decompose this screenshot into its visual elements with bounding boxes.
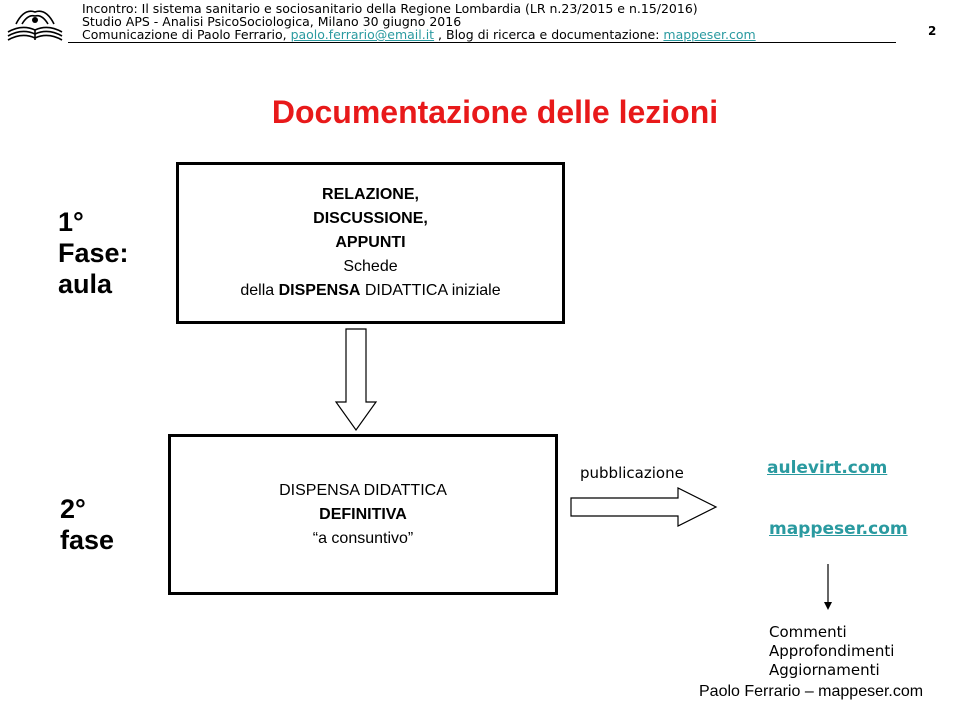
box1-line-2: DISCUSSIONE,	[313, 210, 428, 227]
phase-1-line-1: 1°	[58, 207, 84, 237]
header-line-1: Incontro: Il sistema sanitario e sociosanitario della Regione Lombardia (LR n.23/2015 e n.15/2016)	[82, 1, 698, 16]
email-link[interactable]: paolo.ferrario@email.it	[290, 27, 435, 42]
note-insights: Approfondimenti	[769, 642, 895, 660]
box1-line-4: Schede	[343, 258, 398, 275]
box2-line-1: DISPENSA DIDATTICA	[279, 481, 447, 499]
final-handout-box	[168, 434, 558, 595]
phase-1-line-2: Fase:	[58, 238, 129, 268]
phase-1-line-3: aula	[58, 269, 113, 299]
site-link-mappeser[interactable]: mappeser.com	[769, 519, 908, 539]
box2-line-3: “a consuntivo”	[312, 529, 414, 547]
box1-line-5-a: della	[240, 282, 279, 299]
note-updates: Aggiornamenti	[769, 661, 880, 679]
phase-2-label	[60, 494, 114, 556]
phase-2-line-1: 2°	[60, 494, 86, 524]
classroom-box	[176, 162, 565, 324]
box2-line-2: DEFINITIVA	[319, 505, 407, 523]
phase-1-label	[58, 207, 129, 300]
note-comments: Commenti	[769, 623, 847, 641]
header-line-3	[82, 28, 756, 41]
right-arrow-icon	[570, 487, 718, 529]
small-down-arrow-icon	[822, 564, 834, 612]
notes-list	[769, 623, 894, 680]
box1-line-5	[240, 279, 500, 303]
box1-line-5-b: DISPENSA	[278, 282, 361, 299]
header-line-2: Studio APS - Analisi PsicoSociologica, Milano 30 giugno 2016	[82, 14, 462, 29]
publication-label: pubblicazione	[580, 464, 684, 482]
box1-line-3: APPUNTI	[335, 234, 406, 251]
header-line-3-prefix: Comunicazione di Paolo Ferrario,	[82, 27, 291, 42]
logo-icon	[4, 2, 66, 42]
slide-title: Documentazione delle lezioni	[271, 94, 719, 130]
page-number: 2	[928, 24, 937, 38]
header-line-3-middle: , Blog di ricerca e documentazione:	[434, 27, 664, 42]
blog-link[interactable]: mappeser.com	[663, 27, 756, 42]
box1-line-5-c: DIDATTICA iniziale	[360, 282, 501, 299]
box1-line-1: RELAZIONE,	[322, 186, 419, 203]
phase-2-line-2: fase	[60, 525, 115, 555]
footer-credit: Paolo Ferrario – mappeser.com	[699, 683, 924, 700]
header-divider	[68, 42, 896, 43]
site-link-aulevirt[interactable]: aulevirt.com	[767, 458, 888, 478]
down-arrow-icon	[334, 328, 378, 432]
